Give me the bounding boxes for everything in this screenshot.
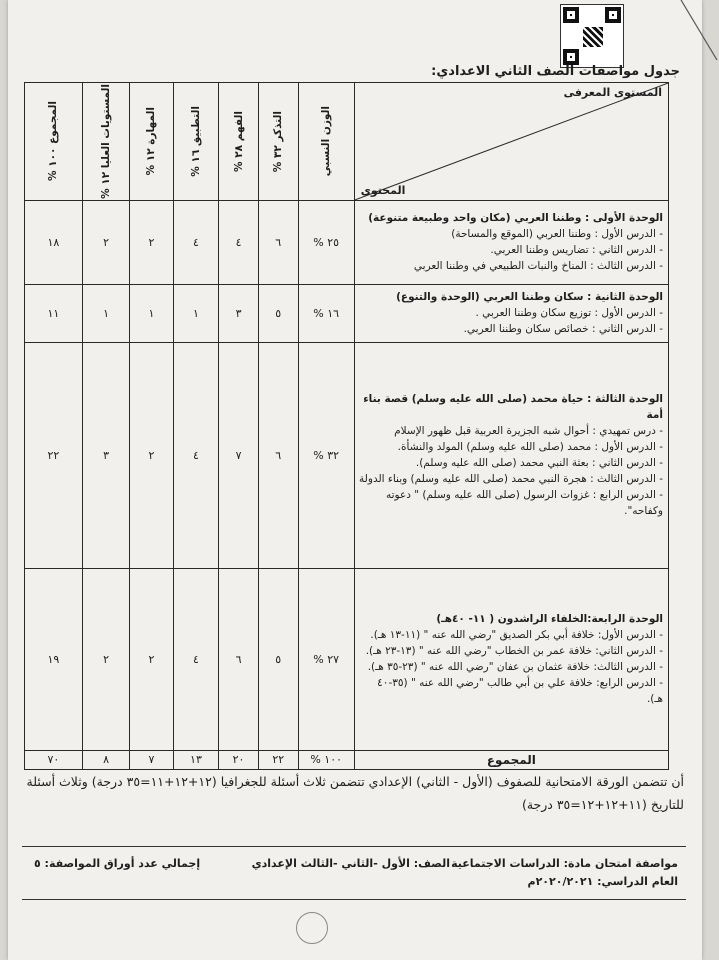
page-fold-edge <box>679 0 719 120</box>
cell-weight: ٣٢ % <box>298 342 354 568</box>
cell-value: ٧ <box>219 342 259 568</box>
table-row <box>25 200 669 284</box>
specification-table <box>24 82 669 770</box>
cell-value: ٤ <box>173 568 218 750</box>
col-header: المجموع ١٠٠ % <box>25 83 83 201</box>
cell-value: ٢ <box>82 200 129 284</box>
exam-note: أن تتضمن الورقة الامتحانية للصفوف (الأول - الثاني) الإعدادي تتضمن ثلاث أسئلة للجغرافيا (١٢+١٢+١١=٣٥ درجة) وثلاث أسئلة للتاريخ (١١+١٢+١٢=٣٥ درجة) <box>26 774 684 812</box>
cell-total: ١٩ <box>25 568 83 750</box>
cell-weight: ١٦ % <box>298 284 354 342</box>
col-header: المهارة ١٢ % <box>130 83 174 201</box>
col-header: المستويات العليا ١٢ % <box>82 83 129 201</box>
cell-value: ٢ <box>130 200 174 284</box>
unit-content: الوحدة الثالثة : حياة محمد (صلى الله عليه وسلم) قصة بناء أمة - درس تمهيدي : أحوال شبه الجزيرة العربية قبل ظهور الإسلام - الدرس الأول : محمد (صلى الله عليه وسلم) المولد والنشأة. - الدرس الثاني : بعثة النبي محمد (صلى الله عليه وسلم). - الدرس الثالث : هجرة النبي محمد (صلى الله عليه وسلم) وبناء الدولة - الدرس الرابع : غزوات الرسول (صلى الله عليه وسلم) " دعوته وكفاحه". <box>354 342 668 568</box>
page-title: جدول مواصفات الصف الثاني الاعدادي: <box>431 64 680 79</box>
content-label: المحتوى <box>360 183 406 197</box>
cell-value: ٥ <box>258 568 298 750</box>
total-weight: ١٠٠ % <box>298 750 354 769</box>
cell-value: ٤ <box>173 200 218 284</box>
unit-content: الوحدة الثانية : سكان وطننا العربي (الوحدة والتنوع) - الدرس الأول : توزيع سكان وطننا العربي . - الدرس الثاني : خصائص سكان وطننا العربي. <box>354 284 668 342</box>
level-label: المستوى المعرفى <box>563 86 662 99</box>
diagonal-line <box>355 83 668 200</box>
cell-weight: ٢٧ % <box>298 568 354 750</box>
cell-value: ٣ <box>82 342 129 568</box>
cell-weight: ٢٥ % <box>298 200 354 284</box>
footer-spec <box>451 855 678 891</box>
table-header-row <box>25 83 669 201</box>
col-header: التطبيق ١٦ % <box>173 83 218 201</box>
cell-total: ١١ <box>25 284 83 342</box>
grand-total: ٧٠ <box>25 750 83 769</box>
total-value: ١٣ <box>173 750 218 769</box>
spec-subject: مواصفة امتحان مادة: الدراسات الاجتماعية <box>451 857 678 870</box>
cell-value: ٢ <box>130 342 174 568</box>
document-page <box>8 0 702 960</box>
cell-value: ٦ <box>219 568 259 750</box>
total-row <box>25 750 669 769</box>
total-label: المجموع <box>354 750 668 769</box>
total-value: ٧ <box>130 750 174 769</box>
footer-grade: الصف: الأول -الثاني -الثالث الإعدادي <box>251 857 450 870</box>
total-value: ٢٢ <box>258 750 298 769</box>
footer-box <box>22 846 686 900</box>
page-stamp <box>296 912 328 944</box>
total-value: ٢٠ <box>219 750 259 769</box>
diagonal-header-cell <box>354 83 668 201</box>
cell-value: ٤ <box>173 342 218 568</box>
unit-content: الوحدة الأولى : وطننا العربي (مكان واحد وطبيعة متنوعة) - الدرس الأول : وطننا العربي (الموقع والمساحة) - الدرس الثاني : تضاريس وطننا العربي. - الدرس الثالث : المناخ والنبات الطبيعي في وطننا العربي <box>354 200 668 284</box>
cell-total: ١٨ <box>25 200 83 284</box>
table-row <box>25 568 669 750</box>
cell-value: ٢ <box>82 568 129 750</box>
col-header: التذكر ٣٢ % <box>258 83 298 201</box>
cell-value: ٥ <box>258 284 298 342</box>
total-value: ٨ <box>82 750 129 769</box>
cell-total: ٢٢ <box>25 342 83 568</box>
cell-value: ١ <box>173 284 218 342</box>
cell-value: ٦ <box>258 200 298 284</box>
cell-value: ٢ <box>130 568 174 750</box>
footer-pages: إجمالي عدد أوراق المواصفة: ٥ <box>34 857 201 870</box>
unit-content: الوحدة الرابعة:الخلفاء الراشدون ( ١١- ٤٠هـ) - الدرس الأول: خلافة أبي بكر الصديق "رضي الله عنه " (١١-١٣ هـ). - الدرس الثاني: خلافة عمر بن الخطاب "رضي الله عنه " (١٣-٢٣ هـ). - الدرس الثالث: خلافة عثمان بن عفان "رضي الله عنه " (٢٣-٣٥ هـ). - الدرس الرابع: خلافة علي بن أبي طالب "رضي الله عنه " (٣٥-٤٠ هـ). <box>354 568 668 750</box>
col-header: الفهم ٢٨ % <box>219 83 259 201</box>
cell-value: ٤ <box>219 200 259 284</box>
cell-value: ٦ <box>258 342 298 568</box>
cell-value: ٣ <box>219 284 259 342</box>
qr-code <box>560 4 624 68</box>
cell-value: ١ <box>130 284 174 342</box>
col-header: الوزن النسبي <box>298 83 354 201</box>
table-row <box>25 342 669 568</box>
table-row <box>25 284 669 342</box>
cell-value: ١ <box>82 284 129 342</box>
school-year: العام الدراسي: ٢٠٢٠/٢٠٢١م <box>527 875 678 888</box>
